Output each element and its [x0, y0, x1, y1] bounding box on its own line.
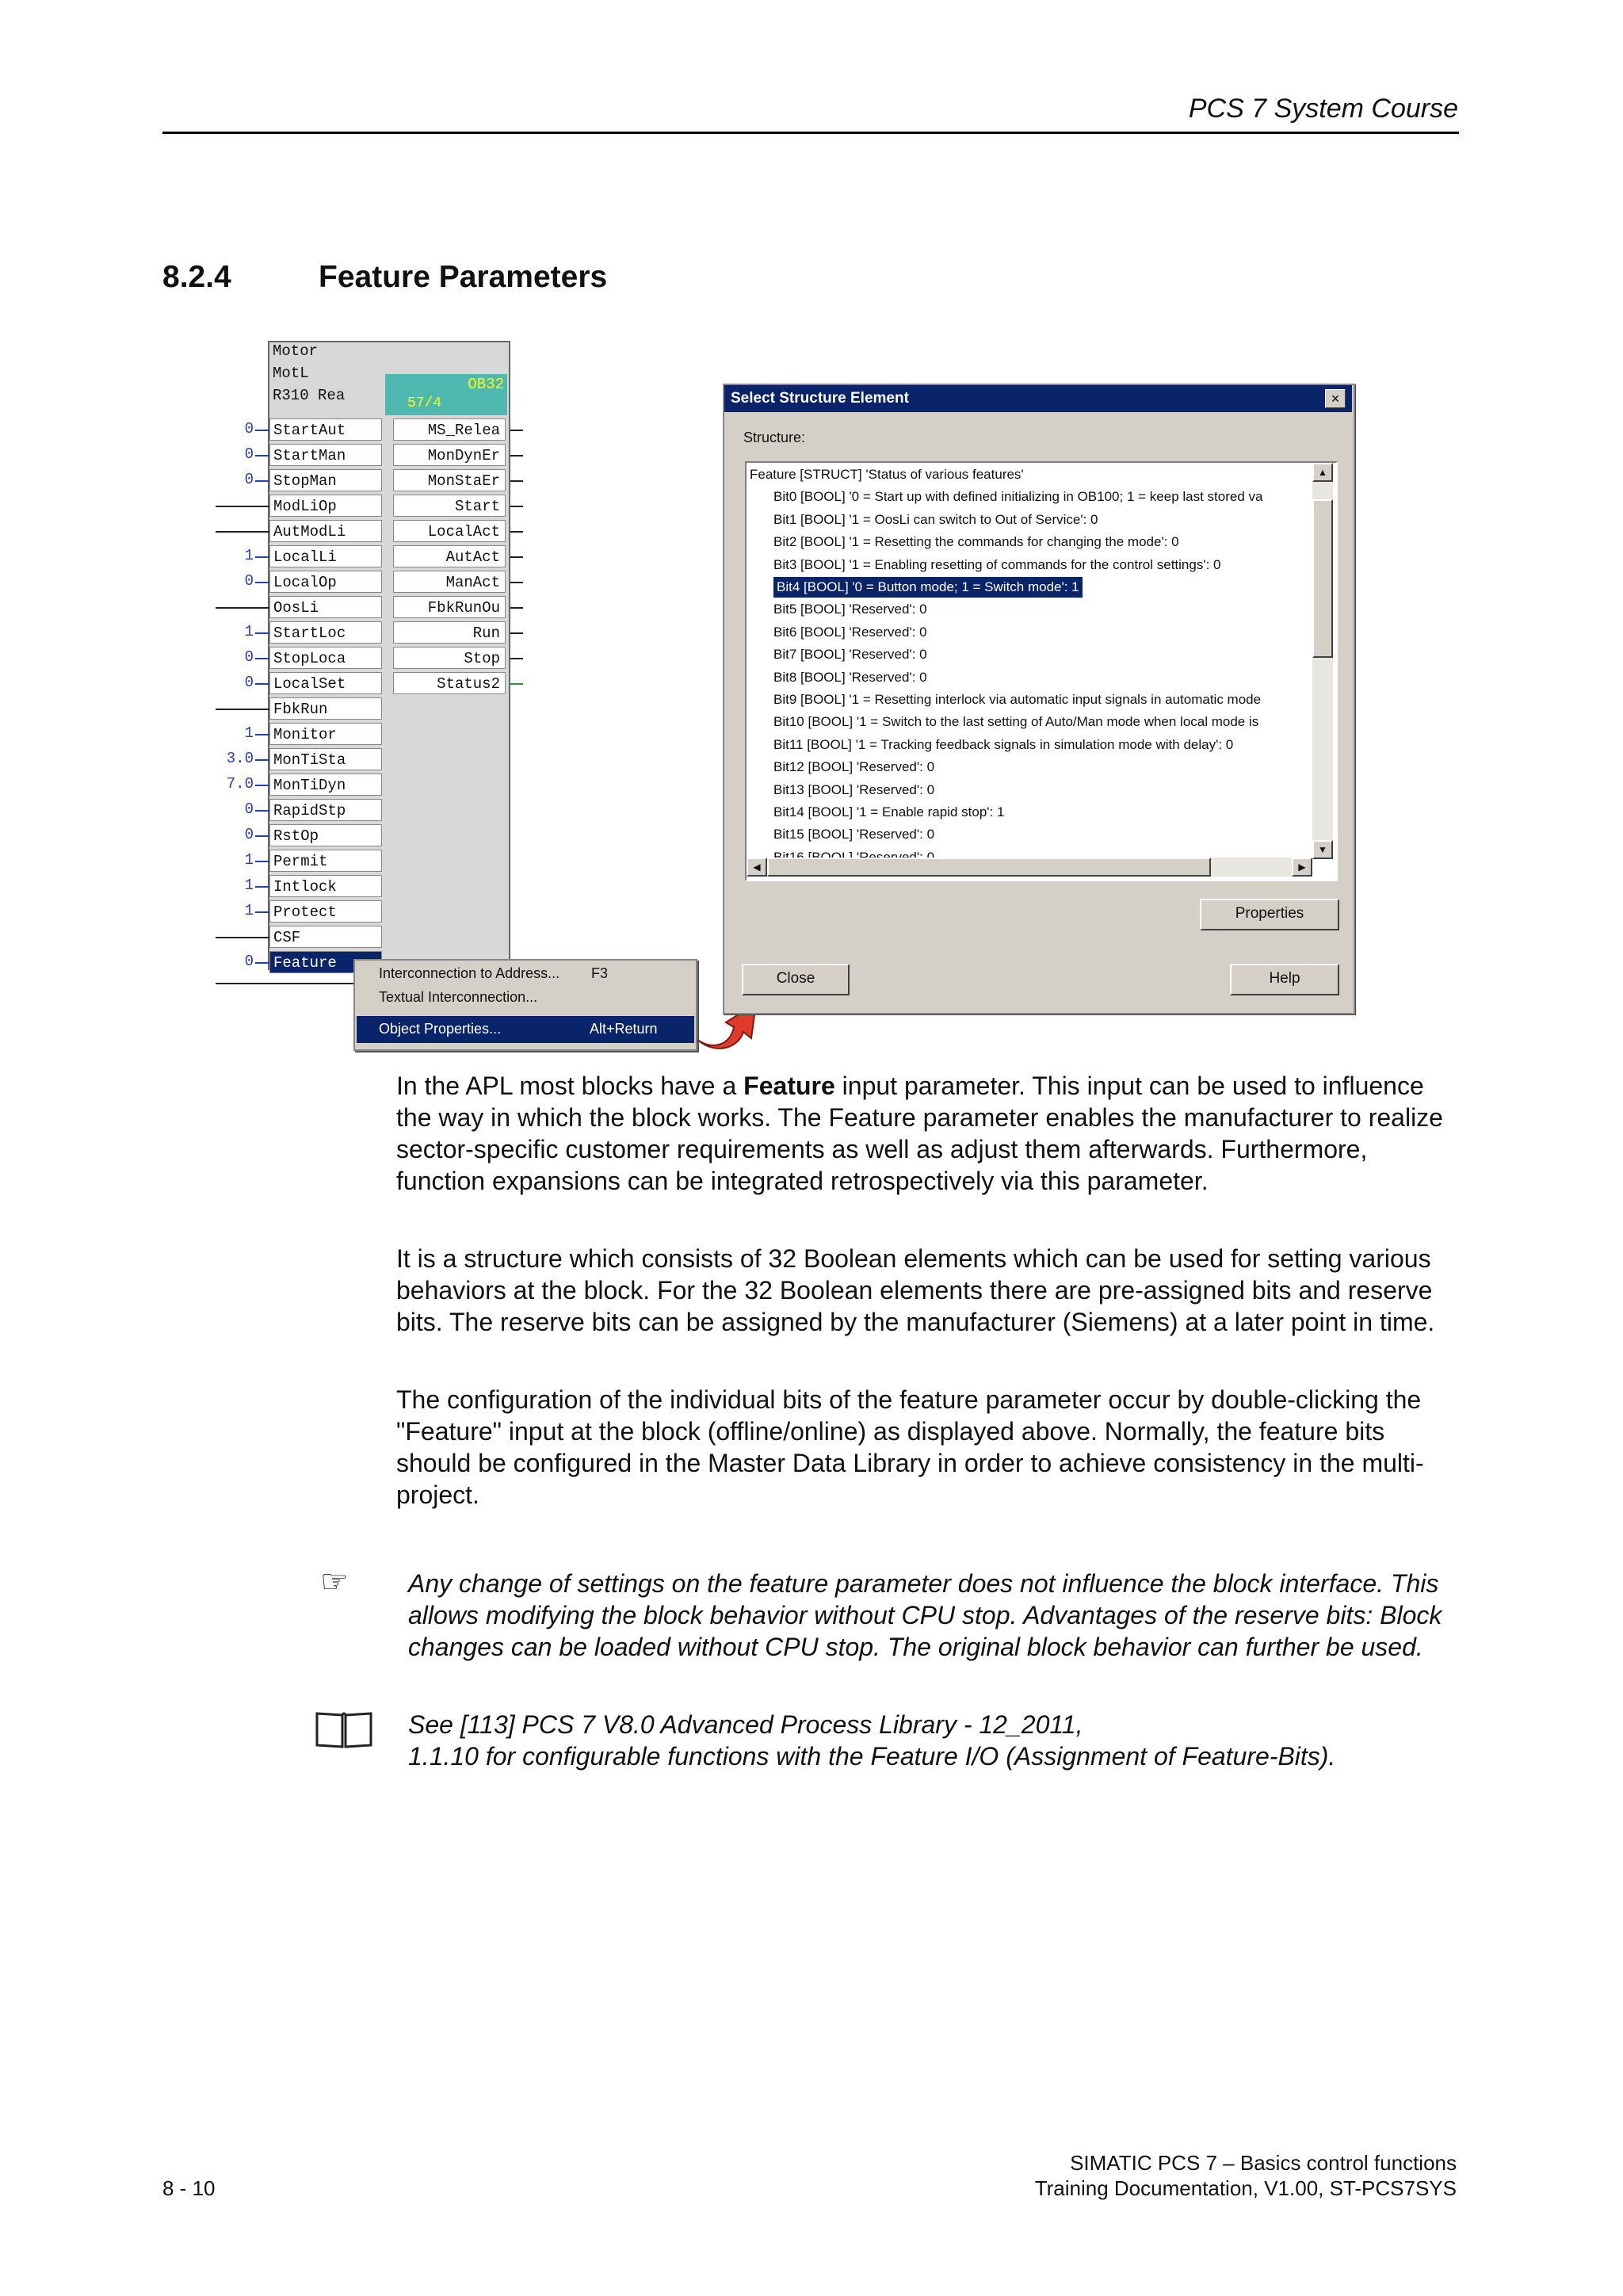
input-wire	[255, 962, 269, 964]
ob-assignment	[385, 374, 507, 415]
input-wire	[255, 734, 269, 735]
input-value: 1	[244, 902, 254, 919]
input-value: 1	[244, 547, 254, 564]
input-pin-protect[interactable]: Protect	[269, 900, 382, 923]
input-value: 7.0	[226, 775, 254, 793]
output-pin-run[interactable]: Run	[393, 621, 506, 644]
hscroll-thumb[interactable]	[767, 858, 1211, 877]
tree-item-bit[interactable]: Bit13 [BOOL] 'Reserved': 0	[773, 781, 935, 797]
input-wire	[255, 480, 269, 482]
output-pin-status2[interactable]: Status2	[393, 672, 506, 694]
context-menu	[353, 959, 697, 1051]
input-value: 0	[244, 420, 254, 437]
running-header: PCS 7 System Course	[1188, 94, 1458, 124]
input-pin-startaut[interactable]: StartAut	[269, 418, 382, 441]
input-pin-csf[interactable]: CSF	[269, 926, 382, 948]
input-pin-rstop[interactable]: RstOp	[269, 824, 382, 846]
output-wire	[510, 556, 523, 558]
block-name: Motor	[273, 342, 319, 360]
input-wire	[255, 759, 269, 761]
input-pin-fbkrun[interactable]: FbkRun	[269, 697, 382, 720]
structure-label: Structure:	[743, 430, 806, 445]
tree-item-bit[interactable]: Bit3 [BOOL] '1 = Enabling resetting of commands for the control settings': 0	[773, 556, 1221, 572]
input-wire	[255, 911, 269, 913]
input-value: 0	[244, 471, 254, 488]
input-pin-localli[interactable]: LocalLi	[269, 545, 382, 567]
input-wire	[255, 785, 269, 786]
tree-item-bit[interactable]: Bit8 [BOOL] 'Reserved': 0	[773, 669, 927, 685]
paragraph-1	[396, 1070, 1460, 1197]
tree-horizontal-scrollbar[interactable]	[747, 858, 1312, 877]
input-value: 0	[244, 572, 254, 590]
output-wire	[510, 582, 523, 583]
output-pin-manact[interactable]: ManAct	[393, 571, 506, 593]
input-pin-localset[interactable]: LocalSet	[269, 672, 382, 694]
tree-item-bit[interactable]: Bit1 [BOOL] '1 = OosLi can switch to Out of Service': 0	[773, 511, 1098, 527]
tree-item-bit[interactable]: Bit7 [BOOL] 'Reserved': 0	[773, 647, 927, 663]
tree-vertical-scrollbar[interactable]	[1312, 463, 1333, 859]
tree-item-bit[interactable]: Bit5 [BOOL] 'Reserved': 0	[773, 602, 927, 617]
help-button[interactable]: Help	[1230, 964, 1339, 995]
input-value: 0	[244, 445, 254, 463]
tree-item-bit[interactable]: Bit4 [BOOL] '0 = Button mode; 1 = Switch mode': 1	[773, 577, 1083, 598]
pointing-hand-icon: ☞	[320, 1564, 349, 1599]
input-wire	[216, 506, 269, 507]
note-text: Any change of settings on the feature parameter does not influence the block interface. This allows modifying the block behavior without CPU stop. Advantages of the reserve bits: Block changes can be loaded without CPU stop. The original block behavior can further be used.	[408, 1569, 1442, 1661]
ob-label: OB32	[468, 376, 504, 393]
input-wire	[255, 835, 269, 837]
input-pin-autmodli[interactable]: AutModLi	[269, 520, 382, 542]
input-wire	[255, 582, 269, 583]
input-wire	[255, 556, 269, 558]
input-pin-intlock[interactable]: Intlock	[269, 875, 382, 897]
output-pin-fbkrunou[interactable]: FbkRunOu	[393, 596, 506, 618]
p1-text-end: input parameter. This input can be used to influence the way in which the block works. The Feature parameter enables the manufacturer to realize sector-specific customer requirements as well as adjust them afterwards. Furthermore, function expansions can be integrated retrospectively via this parameter.	[396, 1072, 1443, 1195]
dialog-title: Select Structure Element	[731, 390, 909, 407]
close-button[interactable]: Close	[742, 964, 850, 995]
block-comment: R310 Rea	[273, 387, 346, 404]
block-type: MotL	[273, 365, 309, 382]
input-wire	[255, 455, 269, 457]
input-wire	[255, 886, 269, 888]
paragraph-2: It is a structure which consists of 32 Boolean elements which can be used for setting various behaviors at the block. For the 32 Boolean elements there are pre-assigned bits and reserve bits. The reserve bits can be assigned by the manufacturer (Siemens) at a later point in time.	[396, 1244, 1435, 1336]
output-wire	[510, 480, 523, 482]
page-number: 8 - 10	[162, 2176, 216, 2200]
input-pin-stoploca[interactable]: StopLoca	[269, 647, 382, 669]
structure-tree[interactable]	[745, 461, 1338, 881]
output-pin-localact[interactable]: LocalAct	[393, 520, 506, 542]
output-wire	[510, 430, 523, 431]
tree-item-bit[interactable]: Bit15 [BOOL] 'Reserved': 0	[773, 827, 935, 842]
input-value: 0	[244, 826, 254, 843]
input-value: 3.0	[226, 750, 254, 767]
input-pin-oosli[interactable]: OosLi	[269, 596, 382, 618]
dialog-titlebar	[724, 385, 1352, 412]
tree-item-bit[interactable]: Bit10 [BOOL] '1 = Switch to the last setting of Auto/Man mode when local mode is	[773, 714, 1259, 730]
tree-item-bit[interactable]: Bit0 [BOOL] '0 = Start up with defined initializing in OB100; 1 = keep last stored va	[773, 489, 1263, 505]
p1-text-start: In the APL most blocks have a	[396, 1072, 744, 1100]
tree-item-bit[interactable]: Bit6 [BOOL] 'Reserved': 0	[773, 624, 927, 640]
book-icon	[314, 1707, 374, 1752]
output-wire	[510, 632, 523, 634]
input-wire	[255, 683, 269, 685]
input-value: 0	[244, 648, 254, 666]
footer-line-1: SIMATIC PCS 7 – Basics control functions	[1070, 2151, 1457, 2175]
output-pin-ms_relea[interactable]: MS_Relea	[393, 418, 506, 441]
tree-item-bit[interactable]: Bit9 [BOOL] '1 = Resetting interlock via automatic input signals in automatic mode	[773, 692, 1262, 707]
input-value: 0	[244, 800, 254, 818]
paragraph-3: The configuration of the individual bits of the feature parameter occur by double-clicking the "Feature" input at the block (offline/online) as displayed above. Normally, the feature bits should be configured in the Master Data Library in order to achieve consistency in the multi-project.	[396, 1385, 1424, 1509]
menu-item-interconnect-address[interactable]: Interconnection to Address...	[379, 965, 560, 981]
output-pin-monstaer[interactable]: MonStaEr	[393, 469, 506, 491]
input-value: 0	[244, 674, 254, 691]
output-wire	[510, 658, 523, 659]
output-wire	[510, 506, 523, 507]
tree-root-feature[interactable]: Feature [STRUCT] 'Status of various features'	[750, 467, 1024, 482]
scroll-thumb[interactable]	[1312, 499, 1333, 658]
section-title: Feature Parameters	[319, 260, 608, 294]
input-wire	[255, 430, 269, 431]
menu-item-textual-interconnection[interactable]: Textual Interconnection...	[379, 989, 538, 1005]
input-pin-rapidstp[interactable]: RapidStp	[269, 799, 382, 821]
reference-line-2: 1.1.10 for configurable functions with the Feature I/O (Assignment of Feature-Bits).	[408, 1742, 1336, 1771]
menu-item-object-properties[interactable]: Object Properties...	[379, 1021, 502, 1037]
input-wire	[216, 531, 269, 533]
menu-shortcut-alt-return: Alt+Return	[590, 1021, 658, 1037]
reference-line-1: See [113] PCS 7 V8.0 Advanced Process Library - 12_2011,	[408, 1710, 1083, 1739]
input-wire	[255, 632, 269, 634]
output-pin-mondyner[interactable]: MonDynEr	[393, 444, 506, 466]
p1-bold-feature: Feature	[743, 1072, 835, 1100]
section-number: 8.2.4	[162, 260, 231, 294]
header-rule	[162, 132, 1459, 134]
input-pin-montista[interactable]: MonTiSta	[269, 748, 382, 770]
input-wire	[255, 810, 269, 812]
input-wire	[255, 658, 269, 659]
input-value: 1	[244, 877, 254, 894]
scroll-up-icon[interactable]: ▲	[1312, 463, 1333, 482]
scroll-left-icon[interactable]: ◀	[747, 858, 767, 877]
output-wire	[510, 607, 523, 609]
input-pin-localop[interactable]: LocalOp	[269, 571, 382, 593]
menu-shortcut-f3: F3	[591, 965, 609, 981]
scroll-down-icon[interactable]: ▼	[1312, 840, 1333, 859]
output-wire	[510, 455, 523, 457]
footer-line-2: Training Documentation, V1.00, ST-PCS7SYS	[1034, 2176, 1457, 2200]
input-wire	[216, 709, 269, 710]
tree-item-bit[interactable]: Bit14 [BOOL] '1 = Enable rapid stop': 1	[773, 804, 1005, 819]
input-value: 0	[244, 953, 254, 970]
input-pin-modliop[interactable]: ModLiOp	[269, 495, 382, 517]
input-pin-montidyn[interactable]: MonTiDyn	[269, 774, 382, 796]
output-pin-stop[interactable]: Stop	[393, 647, 506, 669]
output-wire	[510, 683, 523, 685]
input-pin-startloc[interactable]: StartLoc	[269, 621, 382, 644]
input-pin-feature[interactable]: Feature	[269, 951, 382, 973]
input-pin-permit[interactable]: Permit	[269, 850, 382, 872]
properties-button[interactable]: Properties	[1200, 899, 1339, 930]
input-wire	[255, 861, 269, 862]
close-icon[interactable]: ×	[1325, 389, 1346, 408]
output-pin-start[interactable]: Start	[393, 495, 506, 517]
input-pin-stopman[interactable]: StopMan	[269, 469, 382, 491]
output-pin-autact[interactable]: AutAct	[393, 545, 506, 567]
tree-item-bit[interactable]: Bit2 [BOOL] '1 = Resetting the commands for changing the mode': 0	[773, 534, 1179, 550]
input-wire	[216, 937, 269, 938]
output-wire	[510, 531, 523, 533]
ob-sequence: 57/4	[407, 395, 442, 411]
input-value: 1	[244, 851, 254, 869]
input-value: 1	[244, 724, 254, 742]
tree-item-bit[interactable]: Bit12 [BOOL] 'Reserved': 0	[773, 759, 935, 775]
input-value: 1	[244, 623, 254, 640]
scroll-right-icon[interactable]: ▶	[1292, 858, 1312, 877]
input-wire	[216, 607, 269, 609]
input-pin-monitor[interactable]: Monitor	[269, 723, 382, 745]
tree-item-bit[interactable]: Bit11 [BOOL] '1 = Tracking feedback signals in simulation mode with delay': 0	[773, 736, 1234, 752]
input-pin-startman[interactable]: StartMan	[269, 444, 382, 466]
